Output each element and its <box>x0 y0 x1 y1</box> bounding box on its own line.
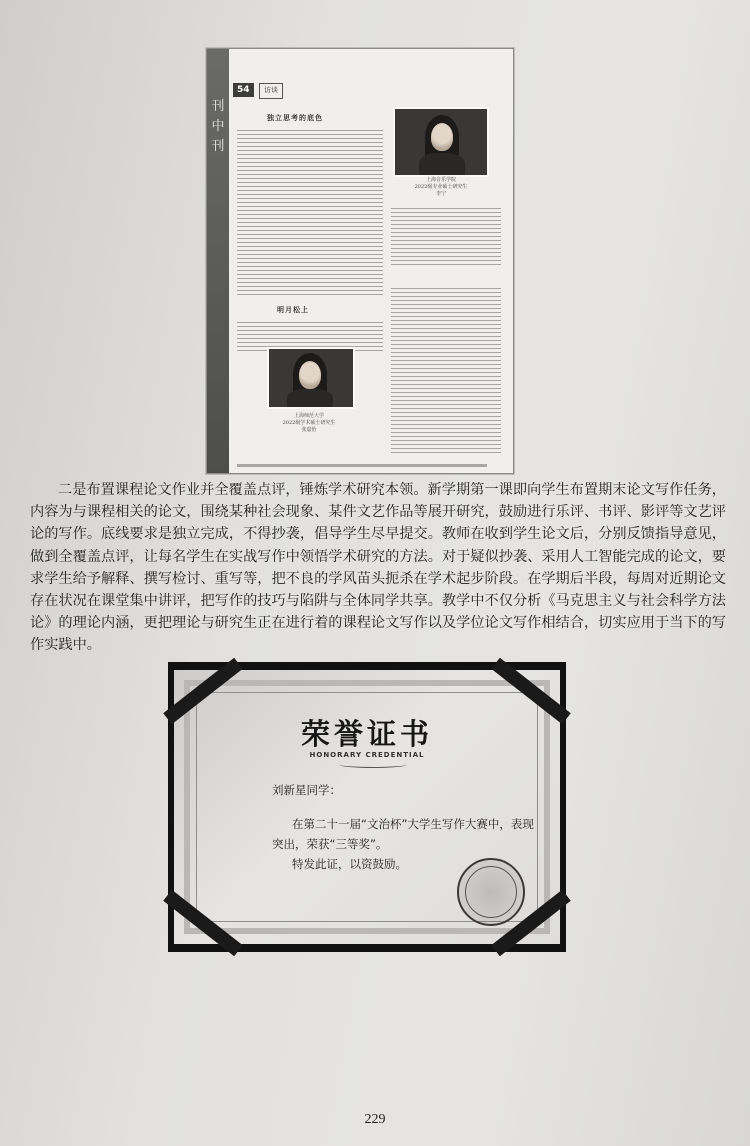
magazine-text-column-left-top <box>237 127 383 297</box>
magazine-portrait-photo-top <box>393 107 489 177</box>
caption-top-line-3: 李宁 <box>435 191 446 197</box>
magazine-headline-2: 明月松上 <box>277 305 309 314</box>
body-text <box>30 479 726 657</box>
certificate-line-3: 特发此证，以资鼓励。 <box>292 857 407 871</box>
magazine-sidebar <box>207 49 229 473</box>
caption-bottom-line-3: 张嘉怡 <box>301 427 317 433</box>
official-seal <box>457 858 525 926</box>
certificate-flourish <box>339 761 407 768</box>
body-paragraph: 二是布置课程论文作业并全覆盖点评，锤炼学术研究本领。新学期第一课即向学生布置期末论文写作任务，内容为与课程相关的论文，围绕某种社会现象、某件文艺作品等展开研究，鼓励进行乐评、书评、影评等文艺评论的写作。底线要求是独立完成，不得抄袭，倡导学生尽早提交。教师在收到学生论文后，分别反馈指导意见，做到全覆盖点评，让每名学生在实战写作中领悟学术研究的方法。对于疑似抄袭、采用人工智能完成的论文，要求学生给予解释、撰写检讨、重写等，把不良的学风苗头扼杀在学术起步阶段。在学期后半段，每周对近期论文存在状况在课堂集中讲评，把写作的技巧与陷阱与全体同学共享。教学中不仅分析《马克思主义与社会科学方法论》的理论内涵，更把理论与研究生正在进行着的课程论文写作以及学位论文写作相结合，切实应用于当下的写作实践中。 <box>30 482 726 654</box>
caption-top-line-2: 2022级专业硕士研究生 <box>414 184 468 190</box>
magazine-portrait-photo-bottom <box>267 347 355 409</box>
certificate-recipient: 刘新星同学： <box>272 783 341 797</box>
magazine-caption-top <box>391 177 491 198</box>
caption-bottom-line-2: 2022级学术硕士研究生 <box>282 420 336 426</box>
magazine-section-label: 访谈 <box>259 83 283 99</box>
magazine-caption-bottom <box>259 413 359 434</box>
certificate-subtitle: HONORARY CREDENTIAL <box>309 751 425 759</box>
magazine-footer-line <box>237 464 487 467</box>
magazine-page-photo <box>206 48 514 474</box>
certificate-paper <box>174 670 560 944</box>
certificate-title: 荣誉证书 <box>300 717 433 751</box>
magazine-headline-1: 独立思考的底色 <box>267 113 323 122</box>
certificate-photo <box>168 662 566 952</box>
certificate-line-2: 突出，荣获“三等奖”。 <box>272 837 388 851</box>
magazine-text-column-right-top <box>391 205 501 265</box>
certificate-line-1: 在第二十一届“文治杯”大学生写作大赛中，表现 <box>292 817 534 831</box>
caption-bottom-line-1: 上海师范大学 <box>293 413 324 419</box>
magazine-text-column-right-bottom <box>391 285 501 453</box>
page-number: 229 <box>364 1112 386 1127</box>
caption-top-line-1: 上海音乐学院 <box>425 177 456 183</box>
magazine-page-number: 54 <box>233 83 254 97</box>
magazine-sidebar-title: 刊 中 刊 <box>211 99 225 154</box>
